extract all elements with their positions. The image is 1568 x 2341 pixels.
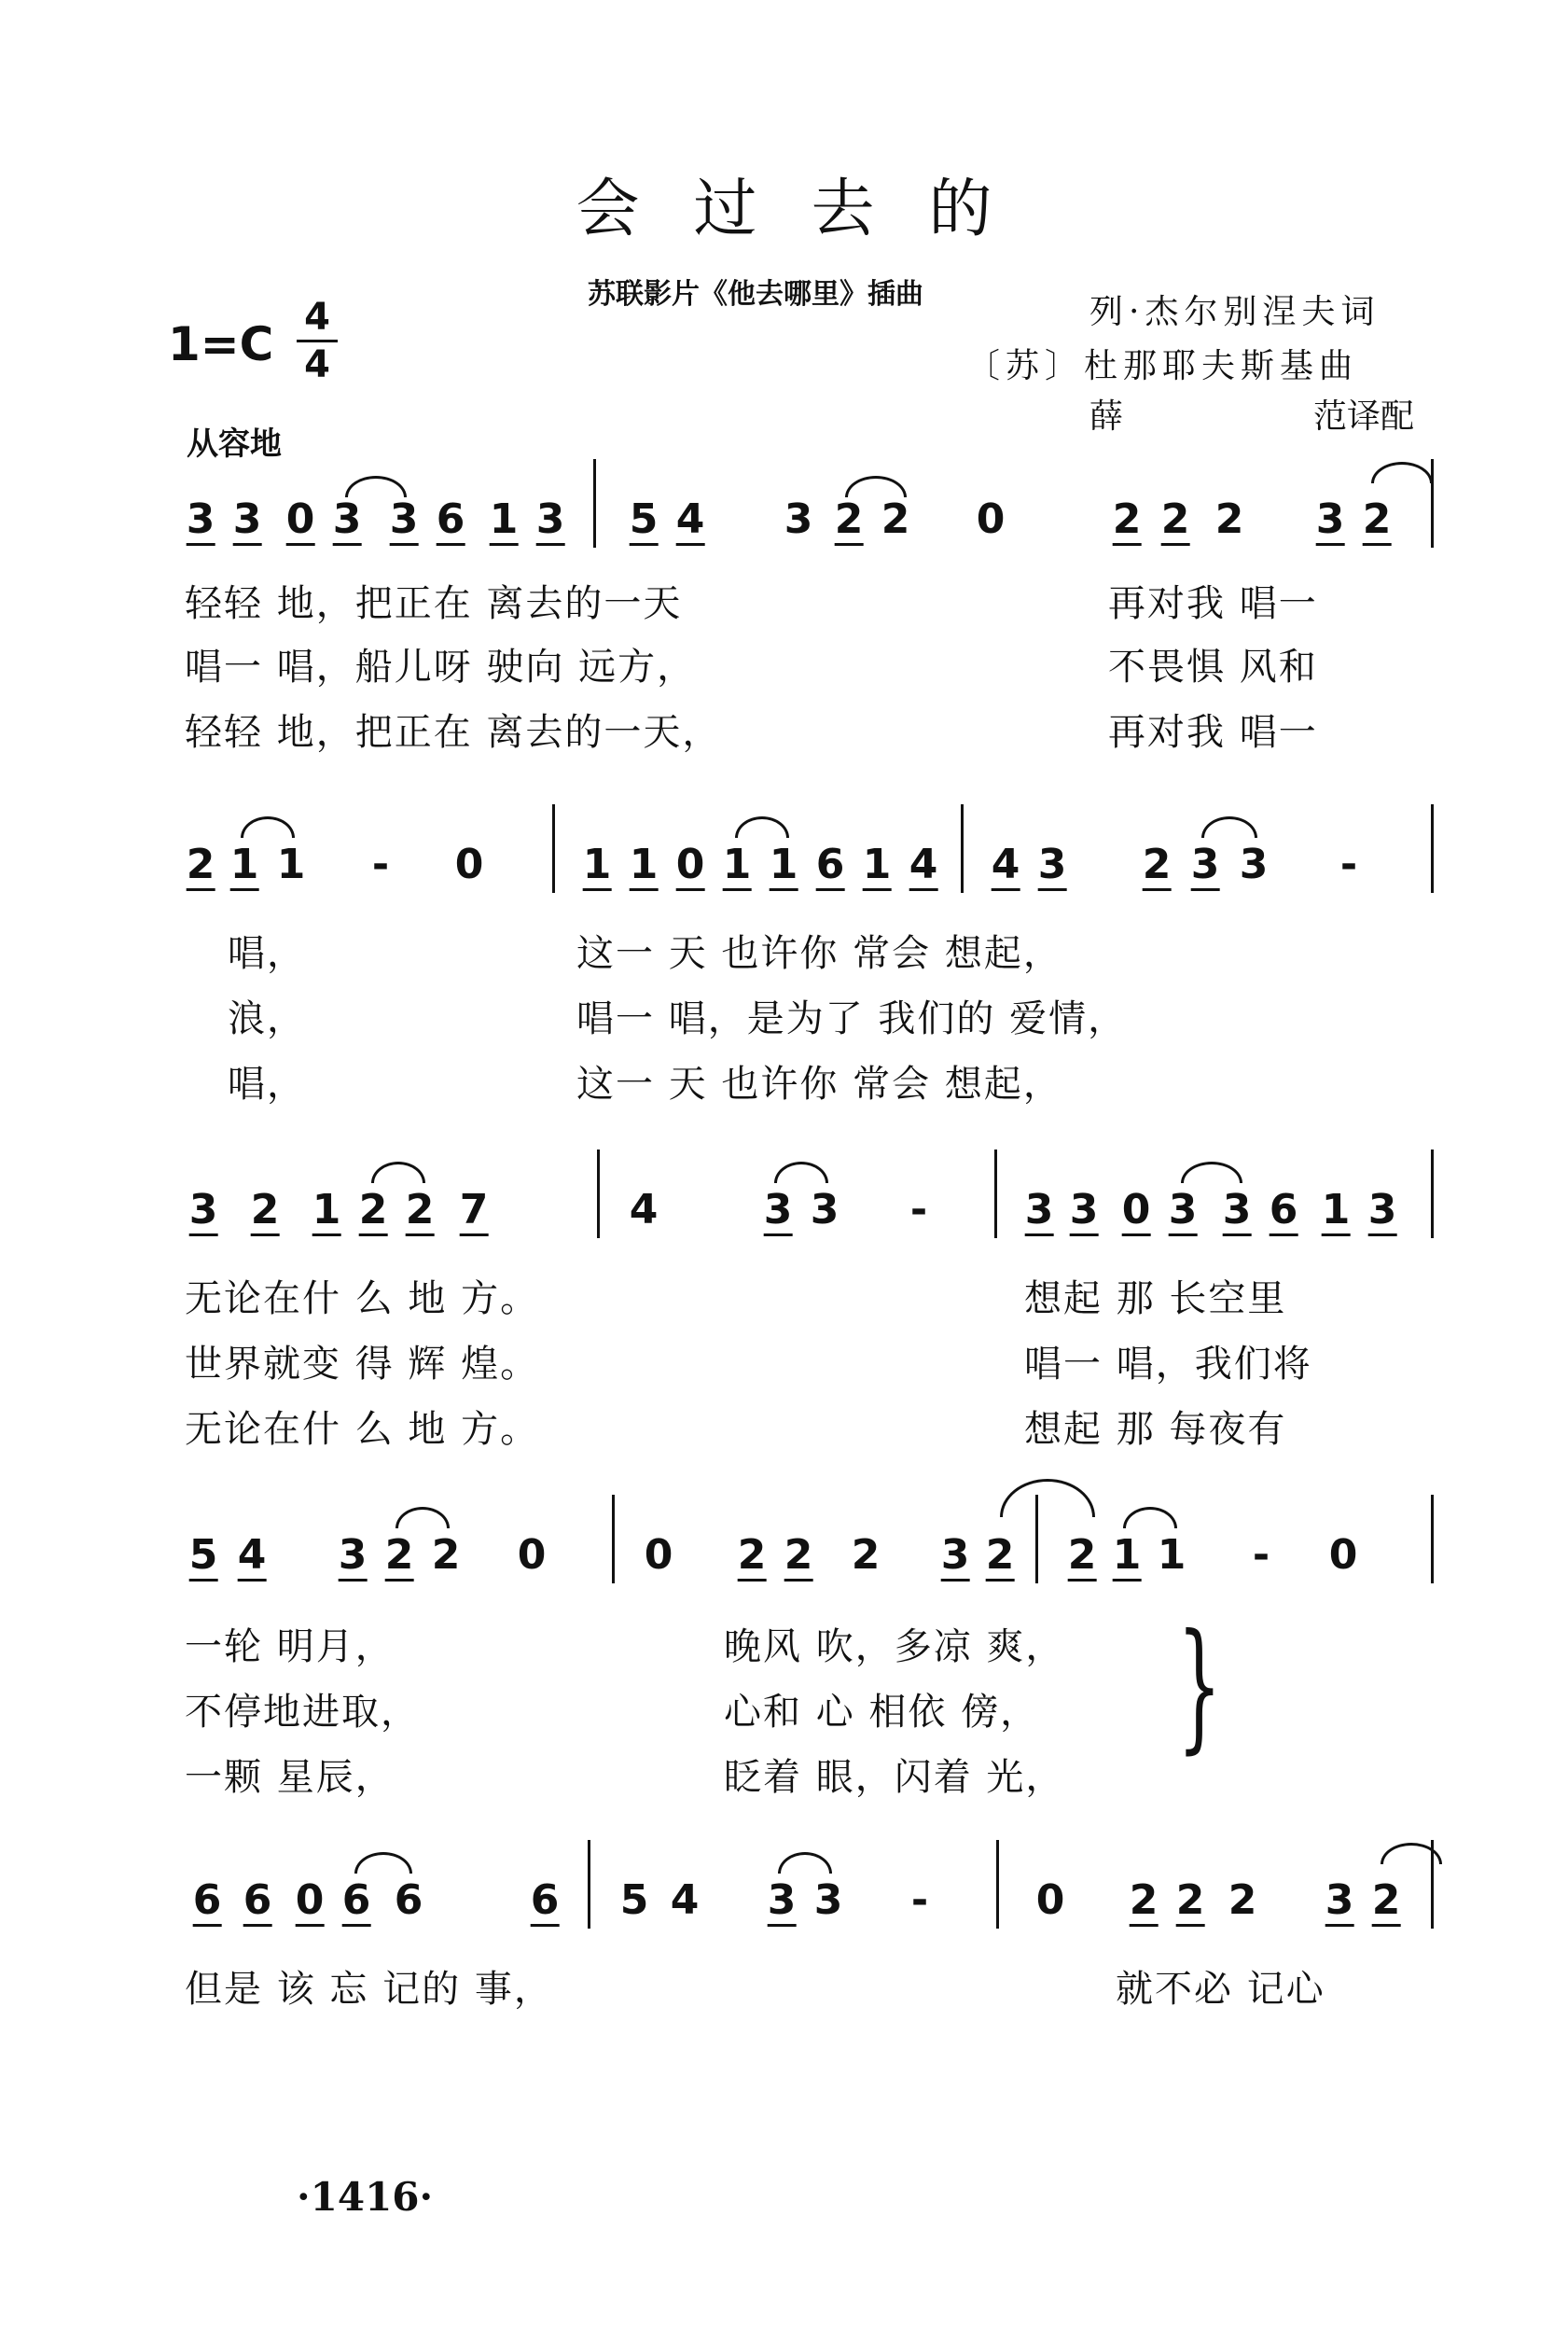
note: 1 xyxy=(1113,1535,1142,1582)
note: 6 xyxy=(193,1880,222,1927)
note: 3 xyxy=(764,1190,793,1236)
note: 3 xyxy=(1223,1190,1252,1236)
note: 2 xyxy=(1068,1535,1097,1582)
note: 3 xyxy=(1191,844,1220,891)
lyric-verse-3: 一颗 星辰， xyxy=(185,1756,395,1799)
note: 2 xyxy=(835,499,864,546)
slur xyxy=(845,476,907,497)
note: 0 xyxy=(1328,1531,1358,1579)
note: 2 xyxy=(1363,499,1392,546)
song-title: 会过去的 xyxy=(576,173,1047,246)
note: 1 xyxy=(863,844,892,891)
note: 2 xyxy=(1143,844,1172,891)
slur xyxy=(1181,1162,1242,1183)
lyric-verse-3: 轻轻 地，把正在 离去的一天， xyxy=(185,711,722,754)
note: 3 xyxy=(1070,1190,1099,1236)
lyric-verse-2-right: 心和 心 相依 傍， xyxy=(724,1691,1040,1734)
note: 0 xyxy=(286,499,315,546)
lyric-verse-2-left: 浪， xyxy=(228,997,306,1040)
note: - xyxy=(371,841,390,888)
note: 2 xyxy=(784,1535,813,1582)
note: 6 xyxy=(437,499,465,546)
note: 3 xyxy=(339,1535,368,1582)
note: 3 xyxy=(187,499,215,546)
slur xyxy=(371,1162,425,1183)
note: 5 xyxy=(189,1535,218,1582)
lyric-verse-3: 这一 天 也许你 常会 想起， xyxy=(576,1063,1062,1106)
note: 6 xyxy=(243,1880,272,1927)
time-signature-top: 4 xyxy=(304,296,330,339)
note: 2 xyxy=(881,495,910,543)
note: 3 xyxy=(1038,844,1067,891)
note: 3 xyxy=(1025,1190,1054,1236)
lyric-verse-2: 世界就变 得 辉 煌。 xyxy=(185,1343,540,1386)
note: 2 xyxy=(406,1190,435,1236)
lyric-verse-1: 但是 该 忘 记的 事， xyxy=(185,1968,553,2011)
note: 2 xyxy=(851,1531,881,1579)
slur xyxy=(1201,816,1257,838)
lyric-verse-3-right: 想起 那 每夜有 xyxy=(1024,1408,1287,1451)
lyric-verse-3-left: 唱， xyxy=(228,1063,306,1106)
note: 0 xyxy=(644,1531,673,1579)
slur xyxy=(1123,1507,1177,1528)
bar-line xyxy=(1431,1495,1434,1583)
note: 3 xyxy=(189,1190,218,1236)
note: 3 xyxy=(810,1186,840,1233)
note: 3 xyxy=(1368,1190,1397,1236)
lyric-verse-1-right: 就不必 记心 xyxy=(1116,1968,1325,2011)
note: 6 xyxy=(394,1876,423,1924)
note: 0 xyxy=(1035,1876,1065,1924)
song-subtitle: 苏联影片《他去哪里》插曲 xyxy=(588,278,923,311)
note: 1 xyxy=(583,844,612,891)
tempo-marking: 从容地 xyxy=(187,425,282,463)
note: 4 xyxy=(670,1876,700,1924)
lyric-verse-1: 轻轻 地，把正在 离去的一天 xyxy=(185,582,683,625)
lyric-verse-3-right: 再对我 唱一 xyxy=(1108,711,1318,754)
lyric-verse-1: 一轮 明月， xyxy=(185,1625,395,1668)
bar-line xyxy=(597,1150,600,1238)
note: 5 xyxy=(619,1876,649,1924)
note: 1 xyxy=(630,844,659,891)
slur xyxy=(395,1507,450,1528)
note: 2 xyxy=(431,1531,461,1579)
composer-credit: 〔苏〕杜那耶夫斯基曲 xyxy=(966,347,1359,385)
note: 3 xyxy=(1239,841,1269,888)
note: 3 xyxy=(536,499,565,546)
note: 1 xyxy=(490,499,519,546)
slur xyxy=(735,816,789,838)
note: 0 xyxy=(676,844,705,891)
time-signature-bottom: 4 xyxy=(304,343,330,386)
lyric-verse-2: 不停地进取， xyxy=(185,1691,420,1734)
note: 2 xyxy=(1130,1880,1159,1927)
note: 0 xyxy=(976,495,1006,543)
lyric-verse-1: 这一 天 也许你 常会 想起， xyxy=(576,932,1062,975)
note: 3 xyxy=(768,1880,797,1927)
bar-line xyxy=(961,804,964,893)
note: 6 xyxy=(342,1880,371,1927)
note: 3 xyxy=(333,499,362,546)
bar-line xyxy=(996,1840,999,1929)
note: 4 xyxy=(992,844,1020,891)
lyric-verse-2-right: 唱一 唱，我们将 xyxy=(1024,1343,1312,1386)
note: 3 xyxy=(941,1535,970,1582)
note: 2 xyxy=(385,1535,414,1582)
lyric-verse-1-right: 晚风 吹，多凉 爽， xyxy=(724,1625,1065,1668)
bar-line xyxy=(1431,1840,1434,1929)
lyric-verse-2: 唱一 唱，船儿呀 驶向 远方， xyxy=(185,646,697,689)
note: 2 xyxy=(1161,499,1190,546)
note: - xyxy=(909,1186,928,1233)
bar-line xyxy=(612,1495,615,1583)
lyric-verse-3-right: 眨着 眼，闪着 光， xyxy=(724,1756,1065,1799)
note: 1 xyxy=(770,844,798,891)
page-number: ·1416· xyxy=(297,2174,434,2220)
key-signature: 1=C xyxy=(168,317,274,371)
note: 3 xyxy=(390,499,419,546)
translator-credit-right: 范译配 xyxy=(1313,397,1415,436)
note: 0 xyxy=(296,1880,325,1927)
note: 2 xyxy=(738,1535,767,1582)
note: 3 xyxy=(813,1876,843,1924)
bar-line xyxy=(588,1840,590,1929)
note: 2 xyxy=(1228,1876,1257,1924)
note: 2 xyxy=(359,1190,388,1236)
lyric-verse-2-right: 不畏惧 风和 xyxy=(1108,646,1318,689)
bar-line xyxy=(552,804,555,893)
translator-credit-left: 薛 xyxy=(1089,397,1130,436)
note: 3 xyxy=(1169,1190,1198,1236)
note: 3 xyxy=(233,499,262,546)
note: 4 xyxy=(629,1186,659,1233)
note: 3 xyxy=(1316,499,1345,546)
note: 6 xyxy=(1270,1190,1298,1236)
bar-line xyxy=(593,459,596,548)
note: 2 xyxy=(1176,1880,1205,1927)
slur xyxy=(345,476,407,497)
note: 2 xyxy=(1113,499,1142,546)
note: 0 xyxy=(517,1531,547,1579)
note: - xyxy=(910,1876,929,1924)
note: 3 xyxy=(1325,1880,1354,1927)
note: 2 xyxy=(251,1190,280,1236)
note: 1 xyxy=(723,844,752,891)
note: - xyxy=(1252,1531,1270,1579)
lyric-verse-1-left: 唱， xyxy=(228,932,306,975)
lyric-verse-1-right: 想起 那 长空里 xyxy=(1024,1277,1287,1320)
slur xyxy=(354,1852,412,1874)
note: 4 xyxy=(238,1535,267,1582)
lyric-verse-1-right: 再对我 唱一 xyxy=(1108,582,1318,625)
note: 4 xyxy=(909,844,938,891)
note: 5 xyxy=(630,499,659,546)
bar-line xyxy=(1431,804,1434,893)
note: 7 xyxy=(460,1190,489,1236)
note: 1 xyxy=(312,1190,341,1236)
note: 2 xyxy=(1214,495,1244,543)
note: 1 xyxy=(230,844,259,891)
lyric-verse-3: 无论在什 么 地 方。 xyxy=(185,1408,540,1451)
note: 2 xyxy=(986,1535,1015,1582)
note: 2 xyxy=(187,844,215,891)
slur xyxy=(778,1852,832,1874)
note: 6 xyxy=(816,844,845,891)
verse-brace: } xyxy=(1177,1605,1222,1767)
bar-line xyxy=(994,1150,997,1238)
note: 2 xyxy=(1372,1880,1401,1927)
note: 1 xyxy=(1157,1531,1186,1579)
time-signature-line xyxy=(297,340,338,342)
note: 6 xyxy=(531,1880,560,1927)
note: 0 xyxy=(1122,1190,1151,1236)
lyric-verse-2: 唱一 唱，是为了 我们的 爱情， xyxy=(576,997,1128,1040)
lyric-verse-1: 无论在什 么 地 方。 xyxy=(185,1277,540,1320)
bar-line xyxy=(1431,1150,1434,1238)
note: 1 xyxy=(1322,1190,1351,1236)
bar-line xyxy=(1431,459,1434,548)
tie xyxy=(1000,1479,1095,1517)
slur xyxy=(774,1162,828,1183)
slur xyxy=(241,816,295,838)
lyricist-credit: 列·杰尔别涅夫词 xyxy=(1089,293,1381,331)
note: 0 xyxy=(454,841,484,888)
note: 1 xyxy=(276,841,306,888)
note: 4 xyxy=(676,499,705,546)
time-signature xyxy=(297,297,338,385)
note: - xyxy=(1339,841,1358,888)
tie xyxy=(1371,462,1433,483)
note: 3 xyxy=(784,495,813,543)
